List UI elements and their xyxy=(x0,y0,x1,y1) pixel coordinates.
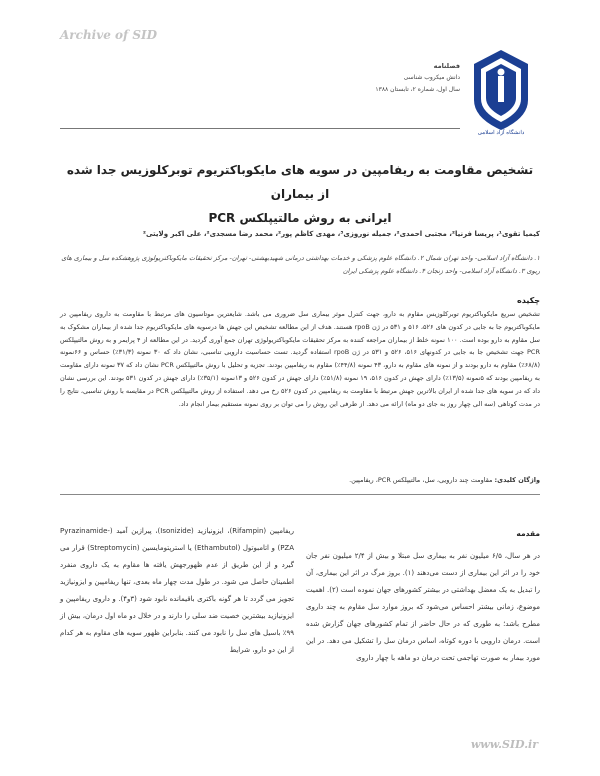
affiliations: ۱. دانشگاه آزاد اسلامی- واحد تهران شمال ۲. دانشگاه علوم پزشکی و خدمات بهداشتی درمانی شهیدبهشتی- تهران- مرکز تحقیقات مایکوباکتریولوژی پژوهشکده سل و بیماری های ریوی ۳. دانشگاه آزاد اسلامی- واحد زنجان ۴. دانشگاه علوم پزشکی ایران xyxy=(61,254,540,275)
title-line-1: تشخیص مقاومت به ریفامپین در سویه های مایکوباکتریوم توبرکلوزیس جدا شده از بیماران xyxy=(66,163,534,201)
university-logo xyxy=(466,44,536,142)
intro-heading: مقدمه xyxy=(516,529,540,538)
journal-label: فصلنامه xyxy=(433,62,460,70)
abstract-heading: چکیده xyxy=(516,296,540,305)
intro-right-column: در هر سال، ۶/۵ میلیون نفر به بیماری سل مبتلا و بیش از ۲/۴ میلیون نفر جان خود را در اثر این بیماری از دست می‌دهند (۱). بروز مرگ در اثر این بیماری، آن را تبدیل به یک معضل بهداشتی در بیشتر کشورهای جهان نموده است (۲). اهمیت موضوع، زمانی بیشتر احساس می‌شود که بروز موارد سل مقاوم به چند داروی مطرح باشد؛ به طوری که در حال حاضر از تمام کشورهای جهان گزارش شده است. درمان دارویی با دوره کوتاه، اساس درمان سل را تشکیل می دهد. در این مورد بیمار به صورت تهاجمی تحت درمان دو ماهه با چهار داروی xyxy=(306,552,540,662)
keywords-label: واژگان کلیدی: xyxy=(494,476,540,484)
intro-left-column: ریفامپین (Rifampin)، ایزونیازید (Isonizide)، پیرازین آمید (Pyrazinamide-PZA) و اتامبوتول (Ethambutol) یا استرپتومایسین (Streptomycin) قرار می گیرد و از این طریق از عدم ظهورجهش یافته ها مقاوم به یک داروی منفرد اطمینان حاصل می شود. در طول مدت چهار ماه بعدی، تنها ریفامپین و ایزونیازید تجویز می گردد تا هر گونه باکتری باقیمانده نابود شود (۳و۴). و داروی ریفامپین و ایزونیازید بیشترین خصیت ضد سلی را دارند و در خلال دو ماه اول درمان، بیش از ۹۹٪ باسیل های سل را نابود می کنند. بنابراین ظهور سویه های مقاوم به هر کدام از این دو دارو، شرایط xyxy=(60,527,295,654)
paper-title xyxy=(60,158,540,230)
footer-url[interactable]: www.SID.ir xyxy=(470,738,538,751)
header-divider xyxy=(60,128,460,129)
university-emblem-icon xyxy=(466,44,536,142)
author-list: کیمیا تقوی¹، پریسا فرنیا²، مجتبی احمدی²، جمیله نوروزی³، مهدی کاظم پور²، محمد رضا مسجدی²، علی اکبر ولایتی² xyxy=(142,230,540,238)
watermark: Archive of SID xyxy=(60,28,158,42)
journal-header xyxy=(220,60,460,96)
journal-name: دانش میکروب شناسی xyxy=(403,74,460,81)
journal-issue: سال اول، شماره ۲، تابستان ۱۳۸۸ xyxy=(375,86,460,93)
abstract-body: تشخیص سریع مایکوباکتریوم توبرکلوزیس مقاوم به دارو، جهت کنترل موثر بیماری سل ضروری می باشد. شایعترین موتاسیون های مرتبط با مقاومت به داروی ریفامپین در مایکوباکتریوم جا به جایی در کدون های ۵۲۶، ۵۱۶ و ۵۳۱ در ژن rpoB هستند. هدف از این مطالعه تشخیص این جهش ها درسویه های مایکوباکتریوم جدا شده از بیماران مشکوک به سل مقاوم به دارو بوده است. ۱۰۰ نمونه خلط از بیماران مراجعه کننده به مرکز تحقیقات مایکوباکتریولوژی تهران جمع آوری گردید. در این مطالعه از ۴ پرایمر و به روش مالتیپلکس PCR جهت تشخیص جا به جایی در کدونهای ۵۱۶، ۵۲۶ و ۵۳۱ در ژن rpoB استفاده گردید. تست حساسیت دارویی تناسبی، نشان داد که ۳۰ نمونه (۳۱/۳٪) حساس و ۶۶نمونه (۶۸/۸٪) مقاوم به دارو بودند و از نمونه های مقاوم به دارو، ۴۳ نمونه (۴۴/۸٪) مقاوم به ریفامپین بودند. تجزیه و تحلیل با روش مالتیپلکس PCR نشان داد که ۳۷ نمونه دارای مقاومت به ریفامپین بودند که ۵نمونه (۱۳/۵٪) دارای جهش در کدون ۵۱۶، ۱۹ نمونه (۵۱/۸٪) دارای جهش در کدون ۵۲۶ و ۱۳نمونه (۳۵/۱٪) دارای جهش در کدون ۵۳۱ بودند. این بررسی نشان داد که در سویه های جدا شده از ایران بالاترین جهش مرتبط با مقاومت به ریفامپین در کدون ۵۲۶ رخ می دهد. استفاده از روش مالتیپلکس PCR در مقایسه با روش تناسبی، نتایج را در مدت کوتاهی (سه الی چهار روز به جای دو ماه) ارائه می دهد. از طرفی این روش را می توان بر روی نمونه مستقیم بیمار انجام داد. xyxy=(60,310,541,408)
title-line-2: ایرانی به روش مالتیپلکس PCR xyxy=(208,211,392,225)
abstract-divider xyxy=(60,494,540,495)
keywords-text: مقاومت چند دارویی، سل، مالتیپلکس PCR، ریفامپین. xyxy=(349,476,493,484)
logo-caption: دانشگاه آزاد اسلامی xyxy=(477,130,525,136)
keywords xyxy=(60,476,540,484)
